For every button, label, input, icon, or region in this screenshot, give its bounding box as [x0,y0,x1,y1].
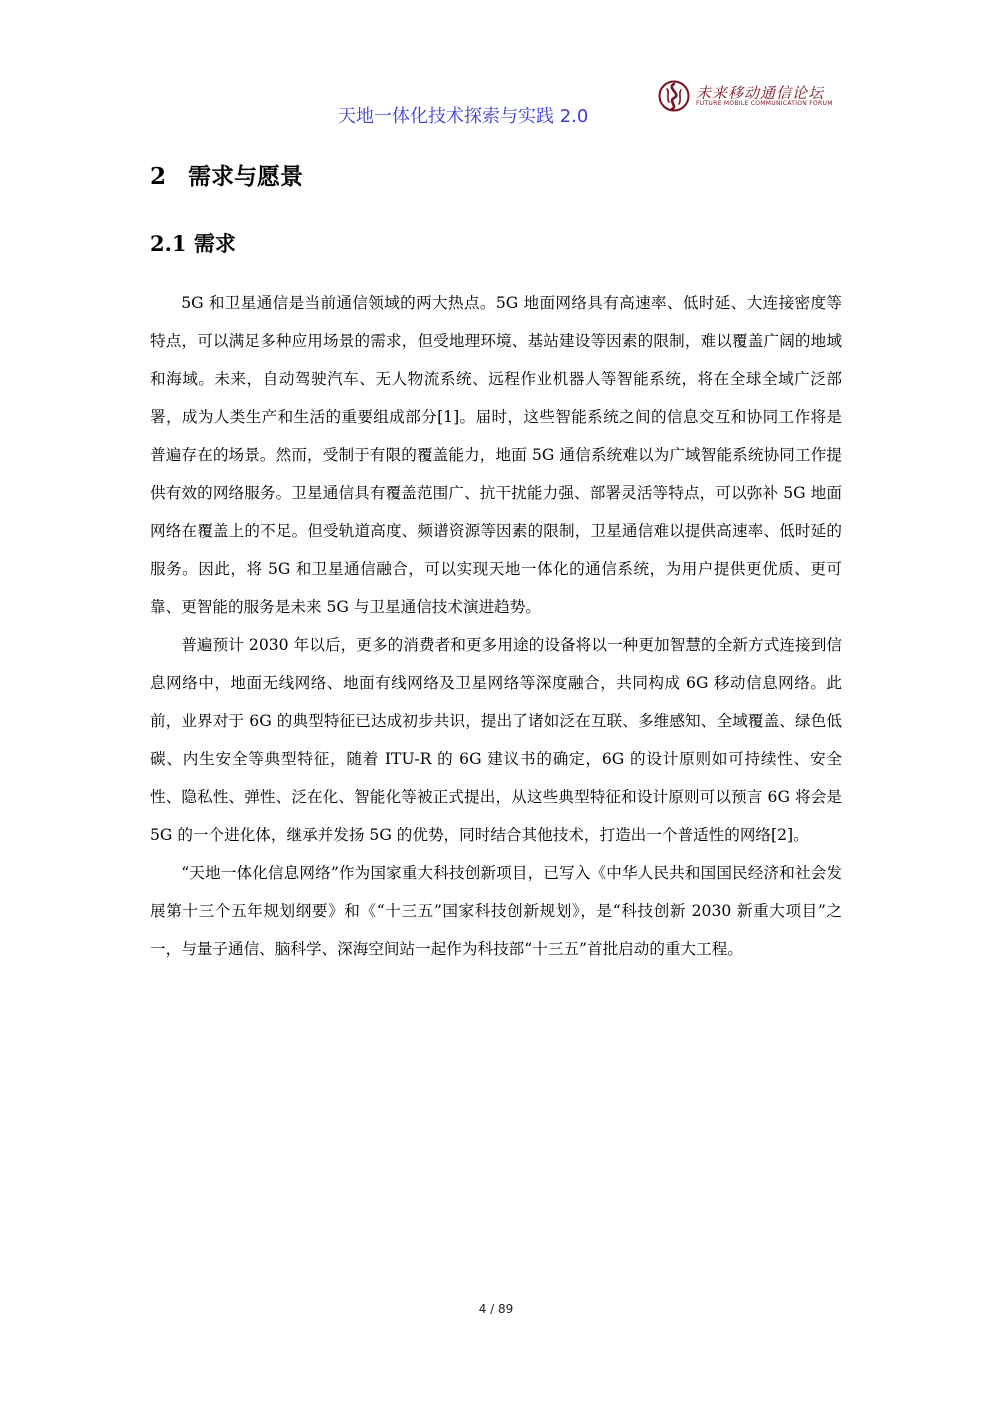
logo-english-text: FUTURE MOBILE COMMUNICATION FORUM [696,100,833,107]
section-heading [150,158,303,191]
paragraph-3: “天地一体化信息网络”作为国家重大科技创新项目，已写入《中华人民共和国国民经济和社会发展第十三个五年规划纲要》和《“十三五”国家科技创新规划》，是“科技创新 2030 新重大项目”之一，与量子通信、脑科学、深海空间站一起作为科技部“十三五”首批启动的重大工程。 [150,864,842,958]
section-title: 需求与愿景 [188,163,304,190]
section-number: 2 [150,163,167,190]
subsection-heading: 2.1 需求 [150,231,236,256]
forum-logo [658,78,838,114]
paragraph-1: 5G 和卫星通信是当前通信领域的两大热点。5G 地面网络具有高速率、低时延、大连接密度等特点，可以满足多种应用场景的需求，但受地理环境、基站建设等因素的限制，难以覆盖广阔的地域和海域。未来，自动驾驶汽车、无人物流系统、远程作业机器人等智能系统，将在全球全域广泛部署，成为人类生产和生活的重要组成部分[1]。届时，这些智能系统之间的信息交互和协同工作将是普遍存在的场景。然而，受制于有限的覆盖能力，地面 5G 通信系统难以为广域智能系统协同工作提供有效的网络服务。卫星通信具有覆盖范围广、抗干扰能力强、部署灵活等特点，可以弥补 5G 地面网络在覆盖上的不足。但受轨道高度、频谱资源等因素的限制，卫星通信难以提供高速率、低时延的服务。因此，将 5G 和卫星通信融合，可以实现天地一体化的通信系统，为用户提供更优质、更可靠、更智能的服务是未来 5G 与卫星通信技术演进趋势。 [150,294,842,616]
page-header [0,96,992,132]
page-number: 4 / 89 [478,1302,514,1316]
body-text [150,284,842,968]
paragraph-2: 普遍预计 2030 年以后，更多的消费者和更多用途的设备将以一种更加智慧的全新方式连接到信息网络中，地面无线网络、地面有线网络及卫星网络等深度融合，共同构成 6G 移动信息网络。此前，业界对于 6G 的典型特征已达成初步共识，提出了诸如泛在互联、多维感知、全域覆盖、绿色低碳、内生安全等典型特征，随着 ITU-R 的 6G 建议书的确定，6G 的设计原则如可持续性、安全性、隐私性、弹性、泛在化、智能化等被正式提出，从这些典型特征和设计原则可以预言 6G 将会是 5G 的一个进化体，继承并发扬 5G 的优势，同时结合其他技术，打造出一个普适性的网络[2]。 [150,636,842,844]
header-title: 天地一体化技术探索与实践 2.0 [338,106,589,127]
logo-chinese-text: 未来移动通信论坛 [696,84,825,102]
forum-logo-icon [658,80,690,112]
